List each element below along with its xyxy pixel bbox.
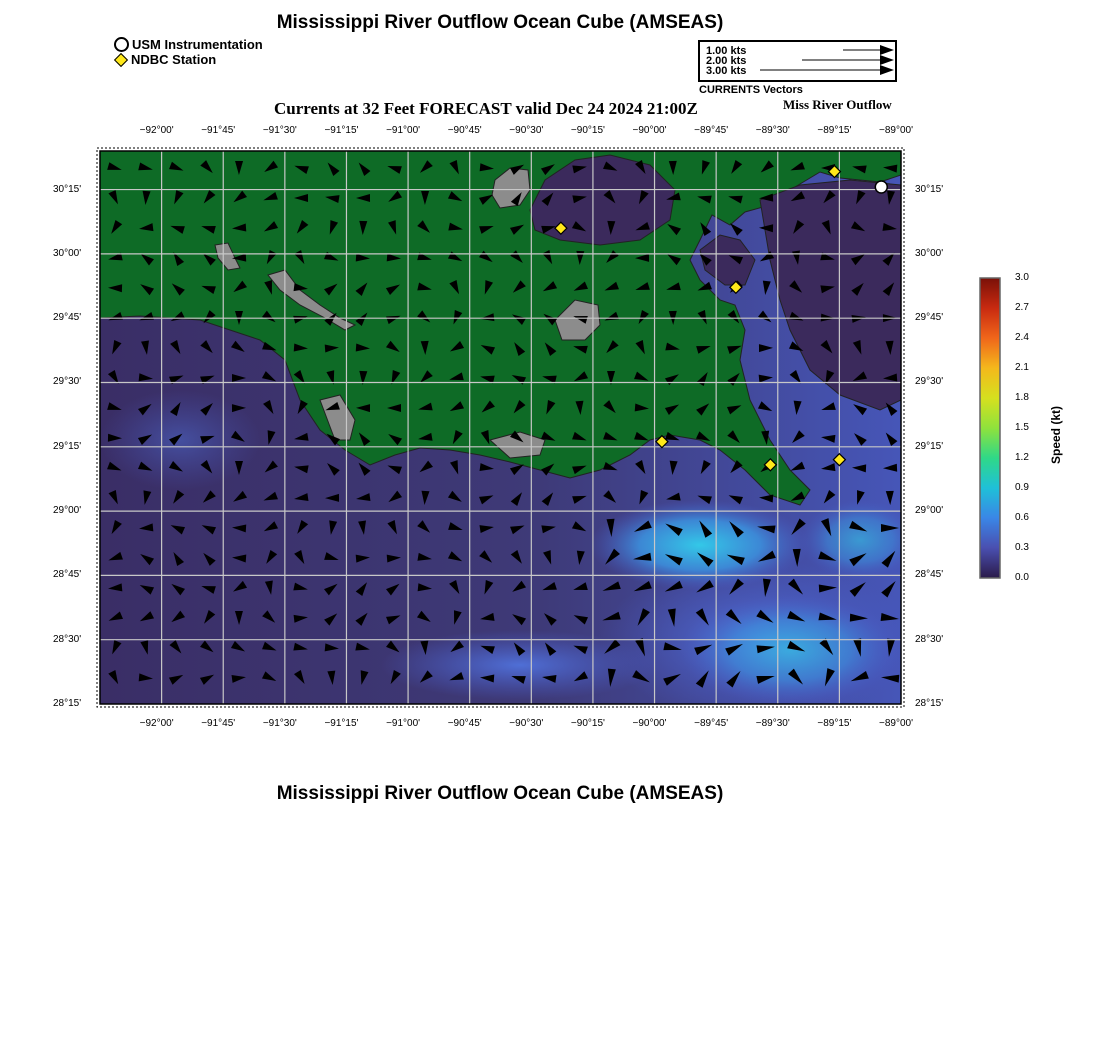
colorbar-tick-label: 1.8	[1015, 392, 1029, 403]
lat-tick-label: 28°15'	[915, 698, 944, 709]
lat-tick-label: 29°15'	[915, 440, 944, 452]
lat-tick-label: 28°45'	[915, 569, 944, 581]
usm-station-marker[interactable]	[875, 181, 887, 193]
colorbar-tick-label: 2.1	[1015, 362, 1029, 373]
colorbar-tick-label: 3.0	[1015, 272, 1029, 283]
lon-tick-label: −89°15'	[817, 718, 852, 729]
lat-tick-label: 29°15'	[53, 440, 82, 452]
lon-tick-label: −91°00'	[386, 125, 421, 136]
lon-tick-label: −91°30'	[262, 125, 297, 136]
legend-ndbc-label: NDBC Station	[131, 52, 217, 67]
lon-tick-label: −89°30'	[755, 718, 790, 729]
lon-tick-label: −89°45'	[694, 718, 729, 729]
map-title-lower: Mississippi River Outflow Ocean Cube (AMSEAS)	[276, 783, 724, 804]
vector-key-row-2: 2.00 kts	[706, 55, 747, 67]
lon-tick-label: −91°30'	[262, 718, 297, 729]
speed-colorbar	[978, 277, 1002, 579]
colorbar-tick-label: 1.5	[1015, 422, 1029, 433]
map-subtitle: Currents at 32 Feet FORECAST valid Dec 24 2024 21:00Z	[274, 99, 698, 118]
lat-tick-label: 29°00'	[53, 505, 82, 517]
lon-tick-label: −90°00'	[632, 125, 667, 136]
current-band-west	[380, 630, 660, 700]
lon-tick-label: −91°15'	[324, 125, 359, 136]
lat-tick-label: 29°45'	[915, 312, 944, 324]
lat-tick-label: 28°30'	[915, 633, 944, 645]
lon-tick-label: −89°00'	[879, 718, 913, 729]
colorbar-tick-label: 0.9	[1015, 482, 1029, 493]
lat-tick-label: 29°30'	[915, 376, 944, 388]
lon-tick-label: −90°45'	[447, 125, 482, 136]
lon-tick-label: −90°00'	[632, 718, 667, 729]
colorbar-tick-label: 0.6	[1015, 512, 1029, 523]
lat-tick-label: 30°00'	[53, 247, 82, 259]
fast-current-core	[590, 500, 810, 590]
lat-tick-label: 28°15'	[53, 698, 82, 709]
lon-tick-label: −89°45'	[694, 125, 729, 136]
lat-tick-label: 29°45'	[53, 312, 82, 324]
legend-usm-label: USM Instrumentation	[132, 37, 263, 52]
lon-tick-label: −90°30'	[509, 125, 544, 136]
lat-tick-label: 30°15'	[53, 183, 82, 195]
lat-tick-label: 29°00'	[915, 505, 944, 517]
current-band-shelf	[100, 390, 260, 490]
lon-tick-label: −91°45'	[201, 718, 236, 729]
colorbar-tick-label: 2.7	[1015, 302, 1029, 313]
map-title: Mississippi River Outflow Ocean Cube (AMSEAS)	[276, 12, 724, 33]
lon-tick-label: −92°00'	[139, 718, 174, 729]
lon-tick-label: −90°30'	[509, 718, 544, 729]
lon-tick-label: −90°15'	[570, 125, 605, 136]
lat-tick-label: 30°15'	[915, 183, 944, 195]
lon-tick-label: −91°00'	[386, 718, 421, 729]
lon-tick-label: −91°15'	[324, 718, 359, 729]
lat-tick-label: 28°30'	[53, 633, 82, 645]
colorbar-tick-label: 0.0	[1015, 572, 1029, 583]
colorbar-tick-label: 1.2	[1015, 452, 1029, 463]
lon-tick-label: −89°30'	[755, 125, 790, 136]
lon-tick-label: −90°15'	[570, 718, 605, 729]
colorbar-tick-label: 0.3	[1015, 542, 1029, 553]
lon-tick-label: −90°45'	[447, 718, 482, 729]
lon-tick-label: −89°00'	[879, 125, 913, 136]
vector-key-row-3: 3.00 kts	[706, 65, 747, 77]
vector-key-row-1: 1.00 kts	[706, 45, 747, 57]
lon-tick-label: −91°45'	[201, 125, 236, 136]
lon-tick-label: −92°00'	[139, 125, 174, 136]
colorbar-tick-label: 2.4	[1015, 332, 1029, 343]
vector-key-caption: CURRENTS Vectors	[699, 84, 803, 96]
lon-tick-label: −89°15'	[817, 125, 852, 136]
colorbar-title: Speed (kt)	[1049, 406, 1063, 465]
region-label: Miss River Outflow	[783, 97, 892, 112]
lat-tick-label: 28°45'	[53, 569, 82, 581]
lat-tick-label: 30°00'	[915, 247, 944, 259]
lat-tick-label: 29°30'	[53, 376, 82, 388]
fast-current-east	[800, 500, 920, 580]
